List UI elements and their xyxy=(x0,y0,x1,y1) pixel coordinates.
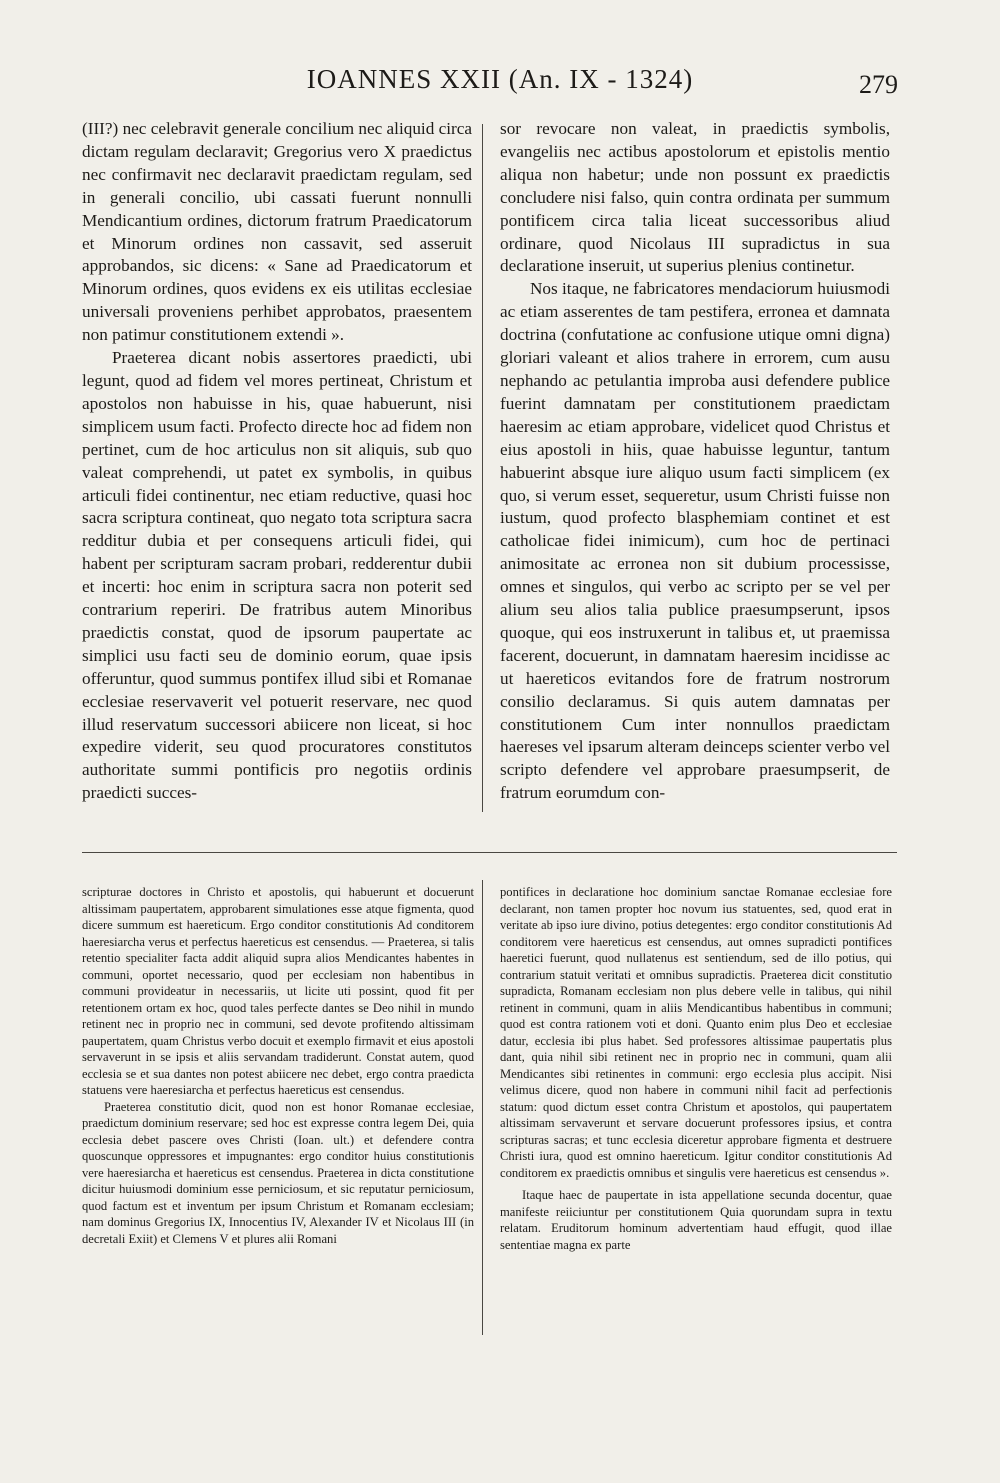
column-divider xyxy=(482,124,483,812)
footnote-column-divider xyxy=(482,880,483,1335)
footnote-right-column xyxy=(500,884,892,1344)
page-number: 279 xyxy=(859,70,898,99)
paragraph: sor revocare non valeat, in praedictis symbolis, evangeliis nec actibus apostolorum et epistolis mentio aliqua non habetur; unde non possunt ex praedictis concludere nisi falso, quin contra ordinata per summum pontificem circa talia liceat successoribus aliud ordinare, quod Nicolaus III supradictus in sua declaratione inseruit, ut superius plenius continetur. xyxy=(500,119,890,276)
paragraph: Nos itaque, ne fabricatores mendaciorum huiusmodi ac etiam asserentes de tam pestifera, erronea et damnata doctrina (confutatione ac confusione utique omni digna) gloriari valeant et alios trahere in errorem, cum ausu nephando ac petulantia improba ausi defendere publice fuerint damnatam per constitutionem praedictam haeresim ac etiam approbare, videlicet quod Christus et eius apostoli in hiis, quae habuisse leguntur, tantum habuerint absque iure aliquo usum facti simplicem (ex quo, si verum esset, sequeretur, usum Christi fuisse non iustum, quod profecto blasphemiam continet et est catholicae fidei inimicum), cum hoc de pertinaci animositate ac erronea non sit dubium processisse, omnes et singulos, qui verbo ac scripto per se vel per alium seu alios talia publice praesumpserunt, ipsos quoque, qui eos instruxerunt in talibus et, ut praemissa facerent, docuerunt, in damnatam haeresim incidisse ac ut haereticos evitandos fore de fratrum nostrorum consilio declaramus. Si quis autem damnatas per constitutionem Cum inter nonnullos praedictam haereses vel ipsarum alteram deinceps scienter verbo vel scripto defendere vel approbare praesumpserit, de fratrum eorumdum con- xyxy=(500,279,890,803)
paragraph: Praeterea dicant nobis assertores praedicti, ubi legunt, quod ad fidem vel mores pertineat, Christum et apostolos non habuisse in his, quae habuerunt, nisi simplicem usum facti. Profecto directe hoc ad fidem non pertinet, cum de hoc articulus non sit aliquis, sub quo valeat comprehendi, ut patet ex symbolis, in quibus articuli fidei continentur, nec etiam reductive, quasi hoc sacra scriptura contineat, quo negato tota scriptura sacra redditur dubia et per consequens articuli fidei, qui habent per scripturam sacram probari, redderentur dubii et incerti: hoc enim in scriptura sacra non poterit sed contrarium reperiri. De fratribus autem Minoribus praedictis constat, quod de ipsorum paupertate ac simplici usu facti seu de dominio eorum, quae ipsis offeruntur, quod summus pontifex illud sibi et Romanae ecclesiae reservaverit vel potuerit reservare, nec quod illud reservatum successori abiicere non liceat, si hoc expedire viderit, seu quod procuratores constitutos authoritate summi pontificis pro negotiis ordinis praedicti succes- xyxy=(82,348,472,803)
footnote-paragraph: pontifices in declaratione hoc dominium sanctae Romanae ecclesiae fore declarant, non tamen propter hoc novum ius statuentes, sed, quod erat in veritate ab ipso iure divino, potius detegentes: ergo conditor constitutionis Ad conditorem vere haereticus est censendus, aut omnes supradicti pontifices haeretici fuerunt, quod nullatenus est sentiendum, sed de illo potius, qui contrarium statuit veritati et omnibus supradictis. Praeterea dicit constitutio supradicta, Romanam ecclesiam non plus debere velle in talibus, qui nihil retinent in communi, quam in aliis Mendicantibus habentibus in communi; quod est contra rationem voti et doni. Quanto enim plus Deo et ecclesiae datur, ecclesia ibi plus habet. Sed professores altissimae paupertatis plus dant, quia nihil sibi retinent nec in proprio nec in communi, quam alii Mendicantes sibi retinentes in communi: ergo ecclesia plus accipit. Nisi velimus dicere, quod non habere in communi nihil facit ad perfectionis statum: quod dictum esset contra Christum et apostolos, qui paupertatem altissimam servaverunt et servare docuerunt professores ipsius, et contra scripturas sacras; et tunc ecclesia diceretur approbare figmenta et destruere Christi iura, quod est omnino haereticum. Igitur conditor constitutionis Ad conditorem ex praedictis omnibus et singulis vere haereticus est censendus ». xyxy=(500,885,892,1180)
main-text-left-column xyxy=(82,118,472,818)
paragraph: (III?) nec celebravit generale concilium nec aliquid circa dictam regulam declaravit; Gregorius vero X praedictus nec confirmavit nec declaravit praedictam regulam, sed in generali concilio, ubi cassati fuerunt nonnulli Mendicantium ordines, dictorum fratrum Praedicatorum et Minorum ordines non cassavit, sed asseruit approbandos, sic dicens: « Sane ad Praedicatorum et Minorum ordines, quos evidens ex eis utilitas ecclesiae universali proveniens perhibet approbatos, praesentem non patimur constitutionem extendi ». xyxy=(82,119,472,345)
footnote-paragraph: Itaque haec de paupertate in ista appellatione secunda docentur, quae manifeste reiiciuntur per constitutionem Quia quorundam supra in textu relatam. Eruditorum hominum advertentiam haud effugit, quod illae sententiae magna ex parte xyxy=(500,1188,892,1252)
footnote-paragraph: scripturae doctores in Christo et apostolis, qui habuerunt et docuerunt altissimam paupertatem, approbarent simulationes esse atque figmenta, quod dicere summum est haereticum. Ergo conditor constitutionis Ad conditorem haeresiarcha verus et perfectus haereticus est censendus. — Praeterea, si talis retentio specialiter facta addit aliquid supra alios Mendicantes habentes in communi, oportet necessario, quod per ecclesiam non habentibus in communi provideatur in necessariis, ut licite uti possint, quod fit per retentionem ortam ex hoc, quod tales perfecte dantes se Deo nihil in mundo retinent nec in proprio nec in communi, sed devote profitendo altissimam paupertatem, quam Christus verbo docuit et exemplo firmavit et eius apostoli servaverunt in se ipsis et aliis servandam tradiderunt. Constat autem, quod ecclesia se et sua dantes non potest abiicere nec debet, ergo contra praedicta statuens vere haeresiarcha et perfectus haereticus est censendus. xyxy=(82,885,474,1097)
running-header: IOANNES XXII (An. IX - 1324) xyxy=(306,64,694,94)
footnote-separator xyxy=(82,852,897,853)
footnote-left-column xyxy=(82,884,474,1344)
footnote-paragraph: Praeterea constitutio dicit, quod non est honor Romanae ecclesiae, praedictum dominium reservare; sed hoc est expresse contra legem Dei, quia ecclesia debet pascere oves Christi (Ioan. ult.) et defendere contra quoscunque oppressores et impugnantes: ergo conditor huius constitutionis vere haeresiarcha et haereticus est censendus. Praeterea in dicta constitutione dicitur huiusmodi dominium esse perniciosum, et sic reputatur perniciosum, quod factum est et inventum per ipsum Christum et Romanam ecclesiam; nam dominus Gregorius IX, Innocentius IV, Alexander IV et Nicolaus III (in decretali Exiit) et Clemens V et plures alii Romani xyxy=(82,1099,474,1246)
main-text-right-column xyxy=(500,118,890,818)
